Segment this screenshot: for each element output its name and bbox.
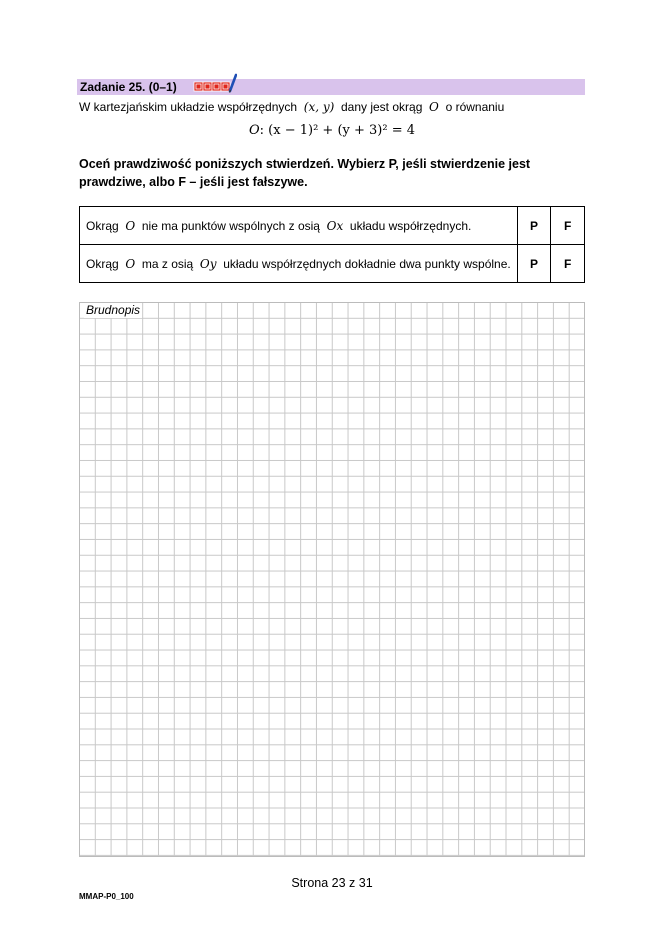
circle-equation — [0, 122, 664, 140]
coords-expression: (x, y) — [303, 100, 335, 114]
option-f[interactable]: F — [551, 207, 585, 245]
circle-symbol: O — [429, 100, 439, 114]
option-p[interactable]: P — [517, 207, 551, 245]
statement-text: Okrąg O nie ma punktów wspólnych z osią Ox układu współrzędnych. — [80, 207, 518, 245]
statement-row — [80, 245, 585, 283]
page-number: Strona 23 z 31 — [291, 876, 373, 890]
statement-row — [80, 207, 585, 245]
instruction-text: Oceń prawdziwość poniższych stwierdzeń. Wybierz P, jeśli stwierdzenie jest prawdziwe, albo F – jeśli jest fałszywe. — [79, 157, 531, 189]
equation-text: : (x − 1)² + (y + 3)² = 4 — [259, 123, 415, 138]
option-p[interactable]: P — [517, 245, 551, 283]
intro-prefix: W kartezjańskim układzie współrzędnych — [79, 100, 298, 114]
option-f[interactable]: F — [551, 245, 585, 283]
scratch-label: Brudnopis — [86, 303, 141, 317]
intro-suffix: o równaniu — [445, 100, 505, 114]
scratch-grid[interactable] — [79, 302, 585, 857]
pencil-icon — [193, 73, 237, 95]
true-false-table — [79, 206, 585, 283]
task-header — [77, 79, 585, 95]
equation-name: O — [248, 123, 260, 138]
intro-middle: dany jest okrąg — [340, 100, 423, 114]
task-title: Zadanie 25. (0–1) — [80, 80, 177, 94]
statement-text: Okrąg O ma z osią Oy układu współrzędnych dokładnie dwa punkty wspólne. — [80, 245, 518, 283]
task-intro — [79, 99, 504, 115]
document-code: MMAP-P0_100 — [79, 892, 134, 901]
